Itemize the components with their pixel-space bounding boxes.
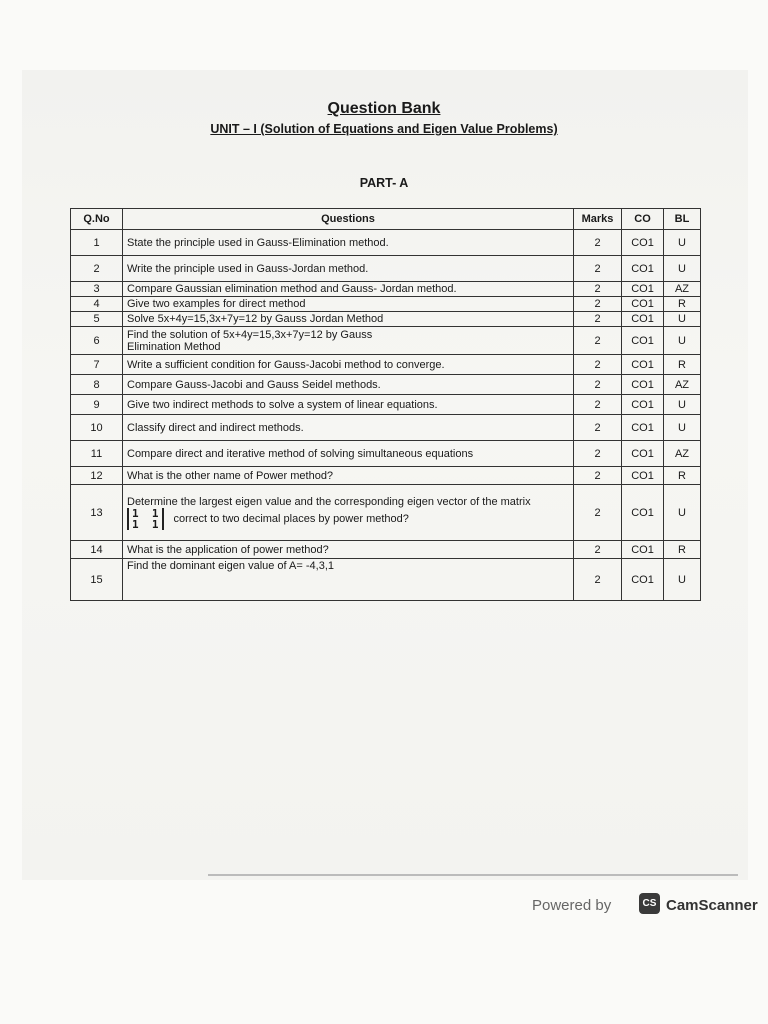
bl-value: AZ: [664, 441, 701, 467]
bl-value: U: [664, 415, 701, 441]
marks-value: 2: [574, 297, 622, 312]
question-text: [123, 395, 574, 415]
marks-value: 2: [574, 282, 622, 297]
co-value: CO1: [622, 415, 664, 441]
question-text: [123, 282, 574, 297]
question-text: [123, 297, 574, 312]
question-line: Write a sufficient condition for Gauss-Jacobi method to converge.: [127, 358, 445, 371]
table-row: [71, 230, 701, 256]
header-qno: Q.No: [71, 209, 123, 230]
bl-value: U: [664, 327, 701, 355]
table-row: [71, 395, 701, 415]
question-number: 14: [71, 541, 123, 559]
question-line: Determine the largest eigen value and the corresponding eigen vector of the matrix: [127, 495, 531, 508]
bl-value: R: [664, 467, 701, 485]
marks-value: 2: [574, 355, 622, 375]
question-line: Write the principle used in Gauss-Jordan method.: [127, 262, 369, 275]
question-text: [123, 355, 574, 375]
question-text: [123, 327, 574, 355]
question-line: What is the other name of Power method?: [127, 469, 334, 482]
table-row: [71, 485, 701, 541]
bl-value: R: [664, 541, 701, 559]
co-value: CO1: [622, 297, 664, 312]
marks-value: 2: [574, 559, 622, 601]
question-number: 12: [71, 467, 123, 485]
table-header-row: [71, 209, 701, 230]
marks-value: 2: [574, 256, 622, 282]
question-text: [123, 312, 574, 327]
table-row: [71, 441, 701, 467]
header-marks: Marks: [574, 209, 622, 230]
question-line: Compare Gauss-Jacobi and Gauss Seidel methods.: [127, 378, 381, 391]
question-line: Compare Gaussian elimination method and Gauss- Jordan method.: [127, 283, 457, 295]
table-row: [71, 541, 701, 559]
question-text: [123, 375, 574, 395]
co-value: CO1: [622, 355, 664, 375]
marks-value: 2: [574, 312, 622, 327]
camscanner-logo-icon: CS: [639, 893, 660, 914]
question-text: [123, 467, 574, 485]
co-value: CO1: [622, 395, 664, 415]
bl-value: U: [664, 485, 701, 541]
question-text: [123, 415, 574, 441]
question-text: [123, 541, 574, 559]
question-text: [123, 256, 574, 282]
bl-value: R: [664, 355, 701, 375]
powered-by-label: Powered by: [532, 897, 612, 914]
marks-value: 2: [574, 415, 622, 441]
question-number: 6: [71, 327, 123, 355]
question-text: [123, 559, 574, 601]
bl-value: U: [664, 230, 701, 256]
question-line: Find the dominant eigen value of A= -4,3,1: [127, 560, 335, 572]
question-line: Classify direct and indirect methods.: [127, 421, 304, 434]
bl-value: U: [664, 559, 701, 601]
co-value: CO1: [622, 230, 664, 256]
question-number: 7: [71, 355, 123, 375]
unit-subtitle: UNIT – I (Solution of Equations and Eigen Value Problems): [210, 122, 558, 136]
header-co: CO: [622, 209, 664, 230]
table-row: [71, 415, 701, 441]
question-line: Give two indirect methods to solve a system of linear equations.: [127, 398, 438, 411]
co-value: CO1: [622, 441, 664, 467]
question-line: Solve 5x+4y=15,3x+7y=12 by Gauss Jordan Method: [127, 313, 384, 325]
question-number: 15: [71, 559, 123, 601]
question-line: Give two examples for direct method: [127, 298, 306, 310]
marks-value: 2: [574, 375, 622, 395]
co-value: CO1: [622, 485, 664, 541]
question-number: 5: [71, 312, 123, 327]
bl-value: U: [664, 256, 701, 282]
question-table: [70, 208, 701, 601]
marks-value: 2: [574, 395, 622, 415]
marks-value: 2: [574, 467, 622, 485]
table-row: [71, 256, 701, 282]
matrix-line: [127, 508, 569, 530]
question-line: Compare direct and iterative method of solving simultaneous equations: [127, 447, 474, 460]
bl-value: U: [664, 395, 701, 415]
question-line: Find the solution of 5x+4y=15,3x+7y=12 by Gauss: [127, 328, 373, 341]
question-number: 9: [71, 395, 123, 415]
table-row: [71, 559, 701, 601]
question-text: [123, 230, 574, 256]
question-text: [123, 485, 574, 541]
question-line: Elimination Method: [127, 340, 221, 353]
co-value: CO1: [622, 256, 664, 282]
table-row: [71, 467, 701, 485]
table-row: [71, 375, 701, 395]
question-number: 8: [71, 375, 123, 395]
question-number: 4: [71, 297, 123, 312]
marks-value: 2: [574, 230, 622, 256]
co-value: CO1: [622, 541, 664, 559]
question-text: [123, 441, 574, 467]
table-row: [71, 297, 701, 312]
marks-value: 2: [574, 541, 622, 559]
co-value: CO1: [622, 559, 664, 601]
bl-value: AZ: [664, 282, 701, 297]
bl-value: U: [664, 312, 701, 327]
table-row: [71, 312, 701, 327]
question-line: What is the application of power method?: [127, 543, 329, 556]
part-heading: PART- A: [359, 176, 409, 190]
marks-value: 2: [574, 441, 622, 467]
marks-value: 2: [574, 327, 622, 355]
question-number: 2: [71, 256, 123, 282]
co-value: CO1: [622, 467, 664, 485]
co-value: CO1: [622, 327, 664, 355]
camscanner-brand: CamScanner: [666, 897, 758, 914]
co-value: CO1: [622, 375, 664, 395]
question-line: correct to two decimal places by power method?: [173, 512, 409, 525]
question-line: State the principle used in Gauss-Elimination method.: [127, 236, 389, 249]
co-value: CO1: [622, 312, 664, 327]
table-row: [71, 282, 701, 297]
table-row: [71, 355, 701, 375]
question-number: 3: [71, 282, 123, 297]
header-questions: Questions: [123, 209, 574, 230]
header-bl: BL: [664, 209, 701, 230]
bl-value: R: [664, 297, 701, 312]
question-number: 10: [71, 415, 123, 441]
question-number: 1: [71, 230, 123, 256]
question-number: 13: [71, 485, 123, 541]
question-number: 11: [71, 441, 123, 467]
table-row: [71, 327, 701, 355]
co-value: CO1: [622, 282, 664, 297]
page-title: Question Bank: [327, 100, 441, 117]
bl-value: AZ: [664, 375, 701, 395]
marks-value: 2: [574, 485, 622, 541]
footer-divider: [208, 874, 738, 876]
matrix: 1 1 1 1: [127, 508, 164, 530]
